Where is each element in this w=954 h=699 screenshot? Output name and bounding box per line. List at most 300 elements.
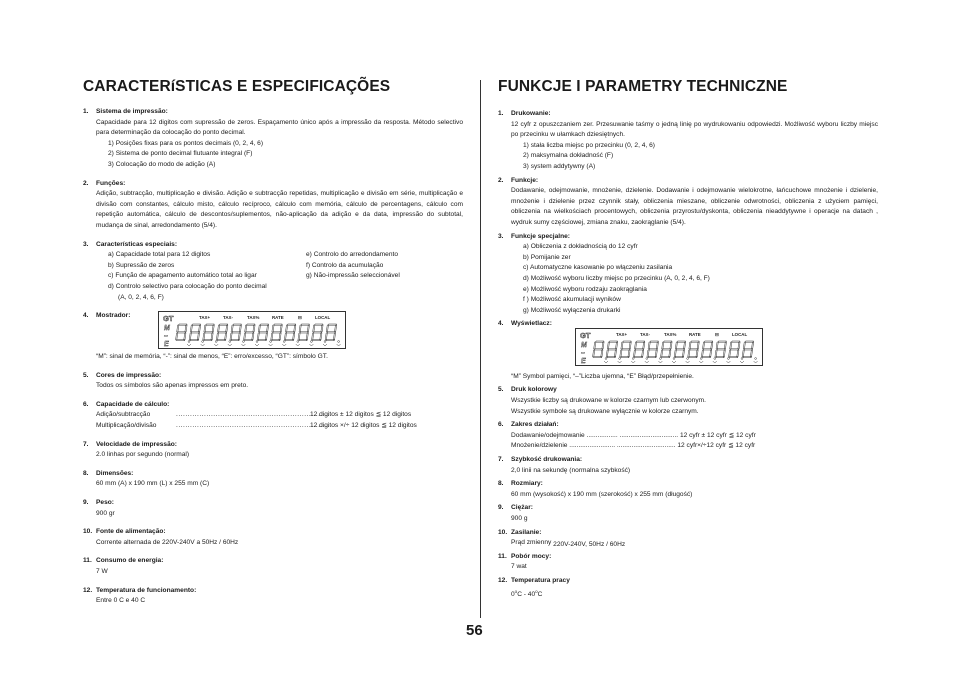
lcd-decimal-point bbox=[257, 341, 259, 343]
section-title: Fonte de alimentação: bbox=[96, 528, 166, 536]
list-item: b) Pomijanie zer bbox=[523, 253, 571, 261]
list-item: (A, 0, 2, 4, 6, F) bbox=[118, 293, 164, 301]
list-item: f ) Możliwość akumulacji wyników bbox=[523, 296, 621, 304]
list-item: b) Supressão de zeros bbox=[108, 261, 175, 269]
lcd-comma-marker bbox=[337, 344, 341, 346]
lcd-comma-marker bbox=[269, 344, 273, 346]
lcd-segment bbox=[217, 333, 219, 340]
section-title: Funkcje specjalne: bbox=[511, 232, 570, 240]
lcd-segment bbox=[301, 332, 309, 333]
lcd-segment bbox=[648, 342, 650, 349]
section-body: 60 mm (A) x 190 mm (L) x 255 mm (C) bbox=[96, 480, 210, 488]
lcd-digit bbox=[312, 324, 324, 341]
section-body: Wszystkie symbole są drukowane wyłącznie w kolorze czarnym. bbox=[511, 407, 699, 415]
lcd-segment bbox=[204, 325, 206, 332]
lcd-decimal-point bbox=[216, 341, 218, 343]
section-functions: 2. Funkcje: Dodawanie, odejmowanie, mnożenie, dzielenie. Dodawanie i odejmowanie wielokrotne, łańcuchowe mnożenie i dzielenie, mnożenie i dzielenie przez czynnik stały, obliczenia mieszane, obliczenie odwrotności, obliczenia z użyciem pamięci, obliczenia na wielkościach procentowych, obliczenia przyrostu/dyskonta, obliczenia nieaddytywne i operacje na datach , wydruk sumy częściowej, zmiana znaku, zaokrąglanie (5/4). bbox=[498, 176, 878, 229]
list-item: e) Controlo do arredondamento bbox=[306, 251, 399, 259]
lcd-segment bbox=[655, 350, 657, 357]
section-body: 7 W bbox=[96, 568, 108, 575]
lcd-comma-marker bbox=[255, 344, 259, 346]
section-power-supply: 10. Zasilanie: Prąd zmienny 220V-240V, 50Hz / 60Hz bbox=[498, 528, 878, 549]
lcd-digit bbox=[715, 341, 727, 358]
lcd-segment bbox=[702, 342, 704, 349]
section-body: Dodawanie, odejmowanie, mnożenie, dzielenie. Dodawanie i odejmowanie wielokrotne, łańcuchowe mnożenie i dzielenie, mnożenie i dzielenie przez czynnik stały, obliczenia mieszane, obliczenie odwrotności, obliczenia z użyciem pamięci, obliczenia na wielkościach procentowych, obliczenia przyrostu/dyskonta, obliczenia nieaddytywne i operacje na datach , wydruk sumy częściowej, zmiana znaku, zaokrąglanie (5/4). bbox=[511, 187, 878, 226]
status-flag: TAX- bbox=[223, 315, 234, 321]
lcd-segment bbox=[272, 325, 274, 332]
lcd-segment bbox=[710, 350, 712, 357]
list-item: d) Controlo selectivo para colocação do ponto decimal bbox=[108, 282, 267, 290]
lcd-segment bbox=[226, 325, 228, 332]
lcd-segment bbox=[225, 333, 227, 340]
lcd-segment bbox=[279, 333, 281, 340]
lcd-segment bbox=[670, 342, 672, 349]
lcd-comma-marker bbox=[310, 344, 314, 346]
status-flag: ⊟ bbox=[715, 331, 719, 337]
section-body: 2.0 linhas por segundo (normal) bbox=[96, 451, 190, 459]
lcd-segment bbox=[314, 332, 322, 333]
section-body: 900 g bbox=[511, 515, 528, 522]
lcd-decimal-point bbox=[646, 357, 648, 359]
lcd-segment bbox=[328, 332, 336, 333]
section-functions: 2. Funções: Adição, subtracção, multiplicação e divisão. Adição e subtracção repetidas, multiplicação e divisão em série, multiplicação e divisão com constantes, cálculo misto, cálculo recíproco, cálculo com memória, cálculo de percentagens, cálculo com repetição automática, cálculo de descontos/suplementos, não-aplicação da adição e da data, impressão do subtotal, mudança de sinal, arredondamento (5/4). bbox=[83, 179, 463, 232]
section-title: Ciężar: bbox=[511, 504, 533, 512]
lcd-segment bbox=[633, 350, 635, 357]
lcd-comma-marker bbox=[631, 361, 635, 363]
lcd-comma-marker bbox=[740, 361, 744, 363]
lcd-display-diagram bbox=[575, 328, 763, 366]
lcd-digit bbox=[244, 324, 256, 341]
lcd-segment bbox=[191, 325, 193, 332]
status-flag: TAX+ bbox=[616, 331, 628, 337]
lcd-decimal-point bbox=[243, 341, 245, 343]
section-title: Funções: bbox=[96, 179, 126, 187]
lcd-segment bbox=[622, 349, 630, 350]
lcd-digit bbox=[257, 324, 269, 341]
lcd-digit bbox=[620, 341, 632, 358]
lcd-segment bbox=[198, 333, 200, 340]
lcd-segment bbox=[724, 342, 726, 349]
gt-symbol: GT bbox=[580, 330, 591, 340]
lcd-segment bbox=[266, 333, 268, 340]
lcd-segment bbox=[594, 342, 596, 349]
lcd-segment bbox=[205, 332, 213, 333]
lcd-segment bbox=[704, 349, 712, 350]
lcd-decimal-point bbox=[700, 357, 702, 359]
list-item: c) Automatyczne kasowanie po włączeniu zasilania bbox=[523, 264, 673, 272]
status-flag: RATE bbox=[689, 331, 701, 337]
lcd-comma-marker bbox=[658, 361, 662, 363]
side-indicator: E bbox=[164, 341, 170, 349]
list-item: 1) Posições fixas para os pontos decimais (0, 2, 4, 6) bbox=[108, 139, 264, 147]
status-flag: LOCAL bbox=[315, 315, 331, 321]
lcd-segment bbox=[689, 342, 691, 349]
status-flag: TAX+ bbox=[199, 315, 211, 321]
lcd-segment bbox=[294, 325, 296, 332]
lcd-segment bbox=[239, 333, 241, 340]
lcd-comma-marker bbox=[618, 361, 622, 363]
lcd-segment bbox=[320, 333, 322, 340]
section-print-colors: 5. Cores de impressão: Todos os símbolos são apenas impressos em preto. bbox=[83, 371, 463, 392]
lcd-comma-marker bbox=[604, 361, 608, 363]
section-body: 900 gr bbox=[96, 509, 115, 517]
section-print-speed: 7. Szybkość drukowania: 2,0 linii na sekundę (normalna szybkość) bbox=[498, 455, 878, 476]
lcd-segment bbox=[258, 333, 260, 340]
section-title: Temperatura pracy bbox=[511, 576, 570, 584]
section-title: Peso: bbox=[96, 499, 114, 507]
section-body: Corrente alternada de 220V-240V a 50Hz / 60Hz bbox=[96, 538, 239, 546]
lcd-segment bbox=[252, 333, 254, 340]
section-body: Wszystkie liczby są drukowane w kolorze czarnym lub czerwonym. bbox=[511, 397, 706, 405]
section-calc-capacity: 6. Capacidade de cálculo: Adição/subtracção .................................................................. 12 digitos ± 12 digitos ≦ 12 digitos Multiplicação/divisão .................................................................. 12 digitos ×/÷ 12 digitos ≦ 12 digitos bbox=[83, 400, 463, 432]
lcd-segment bbox=[606, 350, 608, 357]
lcd-segment bbox=[245, 325, 247, 332]
lcd-segment bbox=[286, 325, 288, 332]
section-title: Consumo de energia: bbox=[96, 557, 164, 565]
lcd-segment bbox=[326, 333, 328, 340]
section-display: 4. Wyświetlacz: GT TAX+ TAX- TAX% RATE ⊟ LOCAL M – E “M” Symbol pamięci, “–”Liczba ujemna, “E” Błąd/przepełnienie. bbox=[498, 319, 878, 382]
lcd-digit bbox=[742, 341, 754, 358]
lcd-digit bbox=[606, 341, 618, 358]
lcd-comma-marker bbox=[242, 344, 246, 346]
section-title: Funkcje: bbox=[511, 176, 539, 184]
lcd-segment bbox=[219, 332, 227, 333]
section-printing-system: 1. Sistema de impressão: Capacidade para 12 digitos com supressão de zeros. Espaçamento único após a impressão da resposta. Método selectivo para determinação da colocação do ponto decimal. 1) Posições fixas para os pontos decimais (0, 2, 4, 6) 2) Sistema de ponto decimal flutuante integral (F) 3) Colocação do modo de adição (A) bbox=[83, 107, 463, 171]
status-flag: TAX- bbox=[640, 331, 650, 337]
lcd-segment bbox=[730, 342, 732, 349]
lcd-digit bbox=[728, 341, 740, 358]
lcd-segment bbox=[211, 333, 213, 340]
list-item: 2) maksymalna dokładność (F) bbox=[523, 152, 614, 160]
status-flag: TAX% bbox=[664, 331, 677, 337]
lcd-segment bbox=[675, 342, 677, 349]
lcd-comma-marker bbox=[228, 344, 232, 346]
gt-symbol: GT bbox=[163, 314, 174, 324]
lcd-digit bbox=[592, 341, 604, 358]
lcd-decimal-point bbox=[660, 357, 662, 359]
lcd-decimal-point bbox=[202, 341, 204, 343]
lcd-segment bbox=[312, 333, 314, 340]
section-body: 2,0 linii na sekundę (normalna szybkość) bbox=[511, 466, 631, 474]
item-list bbox=[511, 242, 878, 316]
lcd-segment bbox=[744, 349, 752, 350]
lcd-comma-marker bbox=[686, 361, 690, 363]
lcd-segment bbox=[273, 332, 281, 333]
section-title: Características especiais: bbox=[96, 240, 178, 248]
section-power-consumption: 11. Consumo de energia: 7 W bbox=[83, 556, 463, 577]
lcd-segment bbox=[199, 325, 201, 332]
side-indicator: E bbox=[581, 357, 586, 365]
display-caption: “M” Symbol pamięci, “–”Liczba ujemna, “E” Błąd/przepełnienie. bbox=[511, 372, 694, 380]
lcd-segment bbox=[751, 342, 753, 349]
lcd-segment bbox=[682, 350, 684, 357]
lcd-display-graphic bbox=[576, 329, 764, 367]
lcd-comma-marker bbox=[699, 361, 703, 363]
lcd-digit bbox=[230, 324, 242, 341]
lcd-segment bbox=[298, 333, 300, 340]
lcd-segment bbox=[308, 325, 310, 332]
lcd-display-graphic bbox=[159, 312, 347, 350]
status-flag: LOCAL bbox=[732, 331, 748, 337]
section-title: Capacidade de cálculo: bbox=[96, 400, 170, 408]
lcd-segment bbox=[240, 325, 242, 332]
section-title: Drukowanie: bbox=[511, 110, 551, 117]
lcd-segment bbox=[287, 332, 295, 333]
lcd-segment bbox=[185, 325, 187, 332]
lcd-comma-marker bbox=[323, 344, 327, 346]
lcd-segment bbox=[203, 333, 205, 340]
lcd-segment bbox=[731, 349, 739, 350]
lcd-decimal-point bbox=[605, 357, 607, 359]
lcd-comma-marker bbox=[672, 361, 676, 363]
lcd-digit bbox=[325, 324, 337, 341]
lcd-segment bbox=[176, 333, 178, 340]
lcd-decimal-point bbox=[714, 357, 716, 359]
section-dimensions: 8. Dimensões: 60 mm (A) x 190 mm (L) x 255 mm (C) bbox=[83, 469, 463, 490]
lcd-segment bbox=[750, 350, 752, 357]
lcd-segment bbox=[178, 332, 186, 333]
lcd-segment bbox=[593, 350, 595, 357]
lcd-segment bbox=[715, 350, 717, 357]
lcd-digit bbox=[688, 341, 700, 358]
lcd-digit bbox=[176, 324, 188, 341]
lcd-segment bbox=[607, 342, 609, 349]
section-body: Capacidade para 12 digitos com supressão de zeros. Espaçamento único após a impressão da resposta. Método selectivo para determinação da colocação do ponto decimal. bbox=[96, 118, 463, 137]
page-title-pt: CARACTERíSTICAS E ESPECIFICAÇÕES bbox=[83, 78, 391, 95]
section-body: 60 mm (wysokość) x 190 mm (szerokość) x 255 mm (długość) bbox=[511, 490, 693, 498]
lcd-comma-marker bbox=[726, 361, 730, 363]
list-item: g) Możliwość wyłączenia drukarki bbox=[523, 306, 621, 314]
section-body: 7 wat bbox=[511, 563, 527, 571]
lcd-segment bbox=[267, 325, 269, 332]
list-item: a) Obliczenia z dokładnością do 12 cyfr bbox=[523, 243, 638, 251]
section-title: Velocidade de impressão: bbox=[96, 440, 177, 448]
lcd-segment bbox=[177, 325, 179, 332]
lcd-segment bbox=[649, 349, 657, 350]
lcd-segment bbox=[213, 325, 215, 332]
lcd-digit bbox=[647, 341, 659, 358]
side-indicator: M bbox=[581, 341, 587, 349]
lcd-segment bbox=[717, 349, 725, 350]
lcd-segment bbox=[601, 350, 603, 357]
lcd-decimal-point bbox=[632, 357, 634, 359]
lcd-decimal-point bbox=[673, 357, 675, 359]
capacity-row-add-sub: Adição/subtracção .................................................................. 12 digitos ± 12 digitos ≦ 12 digitos bbox=[96, 411, 412, 419]
lcd-segment bbox=[285, 333, 287, 340]
section-weight: 9. Peso: 900 gr bbox=[83, 498, 463, 519]
lcd-digit bbox=[285, 324, 297, 341]
list-item: 3) Colocação do modo de adição (A) bbox=[108, 160, 216, 168]
lcd-decimal-point bbox=[270, 341, 272, 343]
lcd-digit bbox=[217, 324, 229, 341]
lcd-segment bbox=[602, 342, 604, 349]
lcd-segment bbox=[244, 333, 246, 340]
lcd-digit bbox=[701, 341, 713, 358]
lcd-segment bbox=[629, 342, 631, 349]
lcd-segment bbox=[642, 350, 644, 357]
range-row-add-sub: Dodawanie/odejmowanie ................. ................................ 12 cyfr ± 12 cyfr ≦ 12 cyfr bbox=[511, 431, 756, 439]
section-title: Sistema de impressão: bbox=[96, 108, 168, 115]
lcd-comma-marker bbox=[201, 344, 205, 346]
lcd-segment bbox=[184, 333, 186, 340]
lcd-segment bbox=[634, 342, 636, 349]
lcd-segment bbox=[729, 350, 731, 357]
lcd-segment bbox=[218, 325, 220, 332]
lcd-comma-marker bbox=[645, 361, 649, 363]
lcd-segment bbox=[723, 350, 725, 357]
lcd-decimal-point bbox=[325, 341, 327, 343]
lcd-segment bbox=[661, 350, 663, 357]
lcd-segment bbox=[711, 342, 713, 349]
section-title: Temperatura de funcionamento: bbox=[96, 586, 197, 594]
list-item: 2) Sistema de ponto decimal flutuante integral (F) bbox=[108, 150, 253, 158]
lcd-segment bbox=[232, 325, 234, 332]
lcd-segment bbox=[260, 332, 268, 333]
lcd-segment bbox=[281, 325, 283, 332]
lcd-digit bbox=[674, 341, 686, 358]
section-title: Zakres działań: bbox=[511, 421, 559, 429]
lcd-segment bbox=[327, 325, 329, 332]
list-item: 3) system addytywny (A) bbox=[523, 162, 596, 170]
lcd-segment bbox=[697, 342, 699, 349]
lcd-digit bbox=[203, 324, 215, 341]
lcd-segment bbox=[743, 342, 745, 349]
capacity-row-mul-div: Multiplicação/divisão .................................................................. 12 digitos ×/÷ 12 digitos ≦ 12 digitos bbox=[96, 422, 417, 430]
lcd-segment bbox=[246, 332, 254, 333]
section-body: Todos os símbolos são apenas impressos em preto. bbox=[96, 382, 249, 390]
lcd-decimal-point bbox=[687, 357, 689, 359]
lcd-digit bbox=[271, 324, 283, 341]
lcd-segment bbox=[190, 333, 192, 340]
lcd-segment bbox=[271, 333, 273, 340]
section-power-consumption: 11. Pobór mocy: 7 wat bbox=[498, 552, 878, 573]
section-body: Prąd zmienny 220V-240V, 50Hz / 60Hz bbox=[511, 539, 626, 548]
section-body: Adição, subtracção, multiplicação e divisão. Adição e subtracção repetidas, multiplicação e divisão em série, multiplicação e divisão com constantes, cálculo misto, cálculo recíproco, cálculo com memória, cálculo de percentagens, cálculo com repetição automática, cálculo de descontos/suplementos, não-aplicação da adição e da data, impressão do subtotal, mudança de sinal, arredondamento (5/4). bbox=[96, 190, 463, 229]
column-polish bbox=[498, 78, 878, 603]
section-title: Cores de impressão: bbox=[96, 371, 162, 379]
list-item: d) Możliwość wyboru liczby miejsc po przecinku (A, 0, 2, 4, 6, F) bbox=[523, 274, 710, 282]
lcd-segment bbox=[676, 349, 684, 350]
section-body: Entre 0 C e 40 C bbox=[96, 597, 146, 605]
lcd-segment bbox=[300, 325, 302, 332]
lcd-segment bbox=[737, 350, 739, 357]
lcd-decimal-point bbox=[297, 341, 299, 343]
lcd-digit bbox=[633, 341, 645, 358]
lcd-segment bbox=[620, 350, 622, 357]
lcd-segment bbox=[738, 342, 740, 349]
lcd-segment bbox=[614, 350, 616, 357]
lcd-segment bbox=[334, 333, 336, 340]
section-title: Wyświetlacz: bbox=[511, 320, 552, 328]
section-body: 12 cyfr z opuszczaniem zer. Przesuwanie taśmy o jedną linię po wydrukowaniu odpowiedzi. Możliwość wyboru liczby miejsc po przecinku w ułamkach dziesiętnych. bbox=[511, 120, 878, 139]
section-printing: 1. Drukowanie: 12 cyfr z opuszczaniem zer. Przesuwanie taśmy o jedną linię po wydrukowaniu odpowiedzi. Możliwość wyboru liczby miejsc po przecinku w ułamkach dziesiętnych. 1) stała liczba miejsc po przecinku (0, 2, 4, 6) 2) maksymalna dokładność (F) 3) system addytywny (A) bbox=[498, 109, 878, 173]
lcd-decimal-point bbox=[311, 341, 313, 343]
list-item: e) Możliwość wyboru rodzaju zaokrąglania bbox=[523, 285, 647, 293]
list-item: a) Capacidade total para 12 digitos bbox=[108, 251, 211, 259]
item-list bbox=[96, 139, 463, 171]
section-special-features: 3. Características especiais: a) Capacidade total para 12 digitos b) Supressão de zeros c) Função de apagamento automático total ao ligar d) Controlo selectivo para colocação do ponto decimal (A, 0, 2, 4, 6, F) e) Controlo do arredondamento f) Controlo da acumulação g) Não-impressão seleccionável bbox=[83, 240, 463, 304]
section-print-colors: 5. Druk kolorowy Wszystkie liczby są drukowane w kolorze czarnym lub czerwonym. Wszystkie symbole są drukowane wyłącznie w kolorze czarnym. bbox=[498, 385, 878, 417]
lcd-decimal-point bbox=[338, 341, 340, 343]
display-caption: “M”: sinal de memória, “-”: sinal de menos, “E”: erro/excesso, “GT”: símbolo GT. bbox=[96, 353, 328, 361]
lcd-comma-marker bbox=[754, 361, 758, 363]
lcd-decimal-point bbox=[619, 357, 621, 359]
lcd-segment bbox=[742, 350, 744, 357]
lcd-segment bbox=[608, 349, 616, 350]
lcd-digit bbox=[298, 324, 310, 341]
side-indicator: M bbox=[164, 325, 171, 333]
lcd-segment bbox=[647, 350, 649, 357]
lcd-segment bbox=[674, 350, 676, 357]
lcd-segment bbox=[690, 349, 698, 350]
section-title: Druk kolorowy bbox=[511, 386, 557, 394]
lcd-segment bbox=[656, 342, 658, 349]
lcd-segment bbox=[321, 325, 323, 332]
lcd-digit bbox=[189, 324, 201, 341]
side-indicator: – bbox=[581, 349, 585, 357]
section-display: 4. Mostrador: GT TAX+ TAX- TAX% RATE ⊟ LOCAL M – E “M”: sinal de memória, “-”: sinal de menos, “E”: erro/excesso, “GT”: símbolo GT. bbox=[83, 311, 463, 363]
lcd-decimal-point bbox=[741, 357, 743, 359]
lcd-decimal-point bbox=[229, 341, 231, 343]
section-title: Zasilanie: bbox=[511, 528, 542, 536]
list-item: f) Controlo da acumulação bbox=[306, 261, 384, 269]
lcd-segment bbox=[293, 333, 295, 340]
lcd-segment bbox=[701, 350, 703, 357]
section-power-source: 10. Fonte de alimentação: Corrente alternada de 220V-240V a 50Hz / 60Hz bbox=[83, 527, 463, 548]
lcd-segment bbox=[621, 342, 623, 349]
section-title: Mostrador: bbox=[96, 312, 131, 320]
section-calc-range: 6. Zakres działań: Dodawanie/odejmowanie ................. ................................ 12 cyfr ± 12 cyfr ≦ 12 cyfr Mnożenie/dzielenie ......................... ................................ 12 cyfr×/÷12 cyfr ≦ 12 cyfr bbox=[498, 420, 878, 452]
section-title: Dimensões: bbox=[96, 469, 134, 477]
page-number: 56 bbox=[466, 622, 483, 639]
lcd-comma-marker bbox=[283, 344, 287, 346]
lcd-segment bbox=[307, 333, 309, 340]
lcd-segment bbox=[669, 350, 671, 357]
list-item: 1) stała liczba miejsc po przecinku (0, 2, 4, 6) bbox=[523, 141, 655, 149]
lcd-segment bbox=[259, 325, 261, 332]
lcd-comma-marker bbox=[187, 344, 191, 346]
lcd-decimal-point bbox=[189, 341, 191, 343]
lcd-decimal-point bbox=[755, 357, 757, 359]
item-list bbox=[511, 141, 878, 173]
lcd-segment bbox=[595, 349, 603, 350]
section-body: 0$^o$C - 40$^o$C bbox=[511, 588, 543, 598]
section-dimensions: 8. Rozmiary: 60 mm (wysokość) x 190 mm (szerokość) x 255 mm (długość) bbox=[498, 479, 878, 500]
lcd-segment bbox=[696, 350, 698, 357]
lcd-digit bbox=[660, 341, 672, 358]
lcd-segment bbox=[313, 325, 315, 332]
lcd-comma-marker bbox=[713, 361, 717, 363]
lcd-segment bbox=[643, 342, 645, 349]
status-flag: TAX% bbox=[247, 315, 260, 321]
lcd-segment bbox=[662, 342, 664, 349]
lcd-segment bbox=[628, 350, 630, 357]
section-weight: 9. Ciężar: 900 g bbox=[498, 503, 878, 524]
lcd-segment bbox=[688, 350, 690, 357]
lcd-segment bbox=[230, 333, 232, 340]
lcd-comma-marker bbox=[215, 344, 219, 346]
lcd-segment bbox=[335, 325, 337, 332]
lcd-segment bbox=[233, 332, 241, 333]
section-title: Pobór mocy: bbox=[511, 552, 552, 560]
lcd-segment bbox=[253, 325, 255, 332]
status-flag: ⊟ bbox=[298, 315, 303, 321]
lcd-comma-marker bbox=[296, 344, 300, 346]
page-title-pl: FUNKCJE I PARAMETRY TECHNICZNE bbox=[498, 78, 788, 95]
column-portuguese bbox=[83, 78, 463, 615]
range-row-mul-div: Mnożenie/dzielenie ......................... ................................ 12 cyfr×/÷12 cyfr ≦ 12 cyfr bbox=[511, 442, 756, 450]
section-print-speed: 7. Velocidade de impressão: 2.0 linhas por segundo (normal) bbox=[83, 440, 463, 461]
